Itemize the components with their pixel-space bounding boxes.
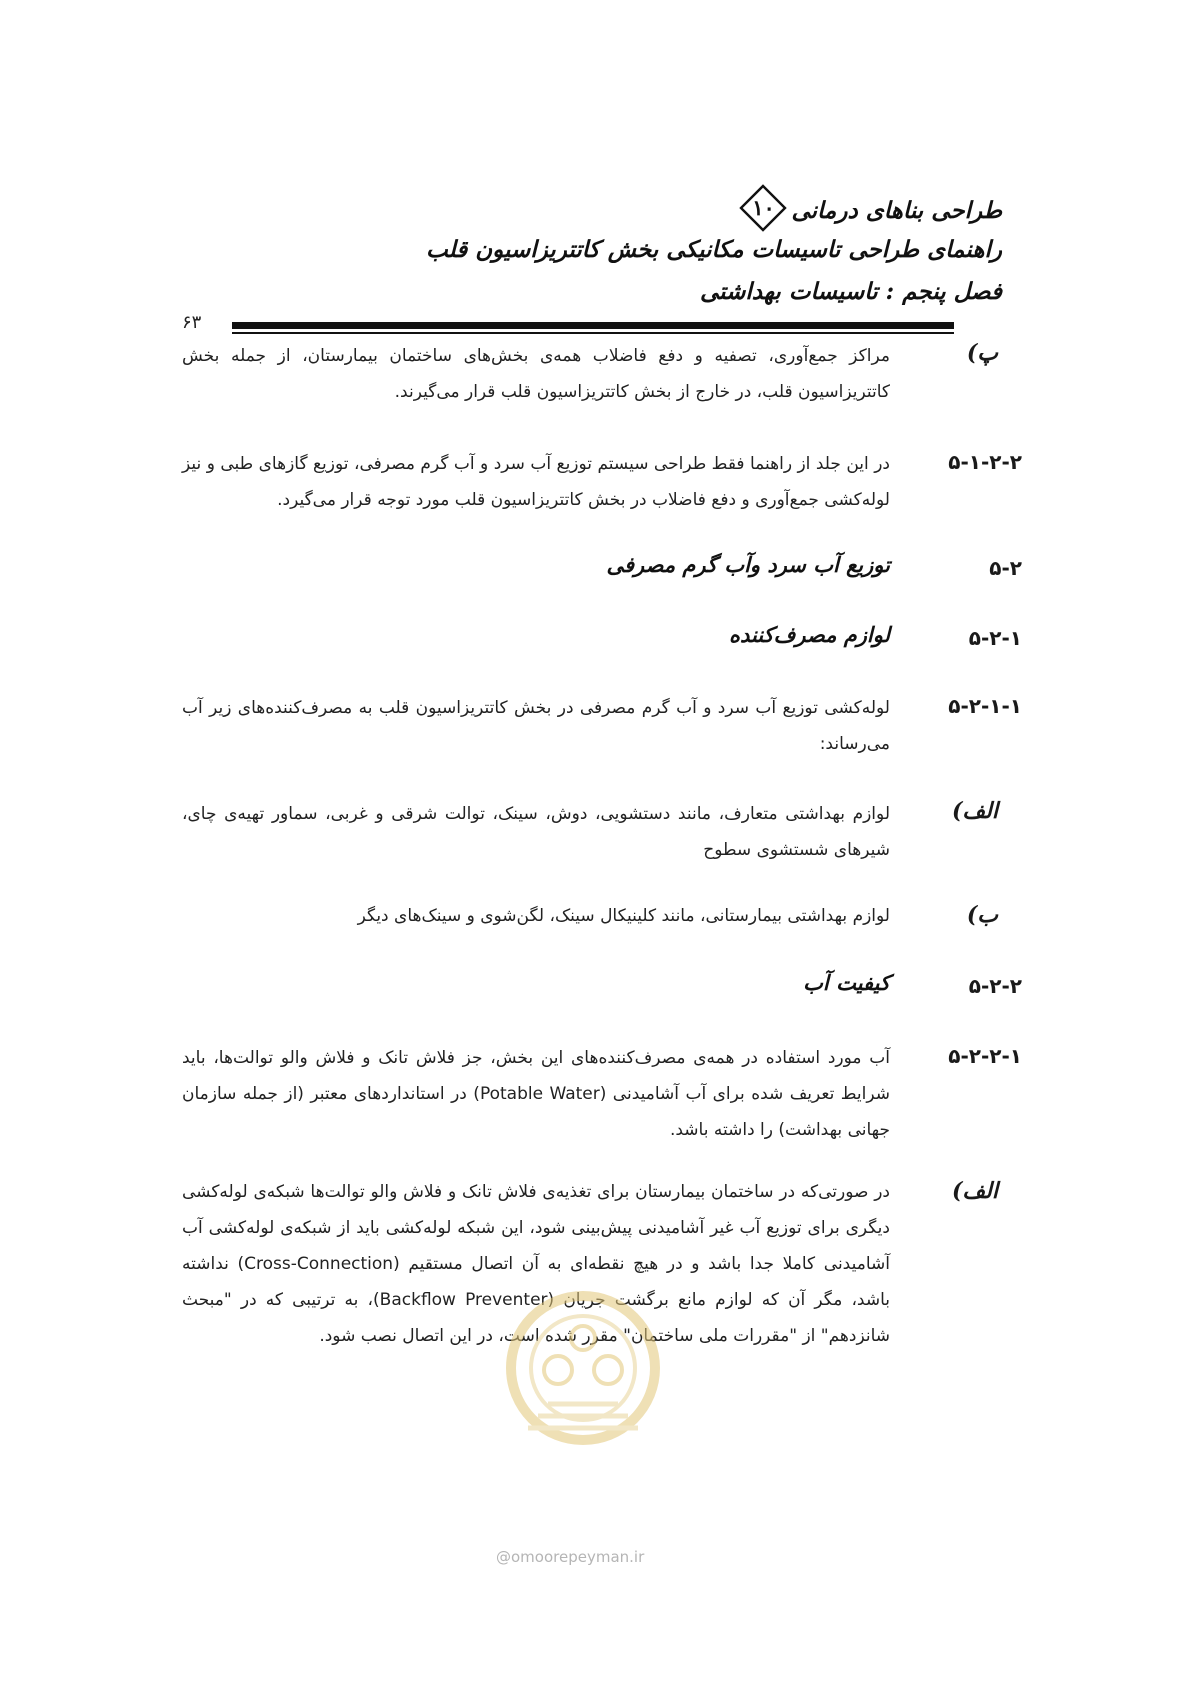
paragraph-pe: مراکز جمع‌آوری، تصفیه و دفع فاضلاب همه‌ی بخش‌های ساختمان بیمارستان، از جمله بخش کاتتریزاسیون قلب، در خارج از بخش کاتتریزاسیون قلب قرار می‌گیرند. [182, 346, 890, 402]
section-number-5-2: ۵-۲ [989, 556, 1022, 580]
item-label-alef-1: الف) [952, 798, 998, 824]
guide-title: راهنمای طراحی تاسیسات مکانیکی بخش کاتتریزاسیون قلب [426, 236, 1002, 263]
chapter-title: فصل پنجم : تاسیسات بهداشتی [699, 278, 1002, 305]
paragraph-alef-2: در صورتی‌که در ساختمان بیمارستان برای تغذیه‌ی فلاش تانک و فلاش والو توالت‌ها شبکه‌ی لوله‌کشی دیگری برای توزیع آب غیر آشامیدنی پیش‌بینی شود، این شبکه لوله‌کشی باید از شبکه‌ی لوله‌کشی آب آشامیدنی کاملا جدا باشد و در هیچ نقطه‌ای به آن اتصال مستقیم (Cross-Connection) نداشته باشد، مگر آن که لوازم مانع برگشت جریان (Backflow Preventer)، به ترتیبی که در "مبحث شانزدهم" از "مقررات ملی ساختمان" مقرر شده است، در این اتصال نصب شود. [182, 1182, 891, 1346]
at-icon: @ [496, 1548, 511, 1566]
paragraph-alef-1: لوازم بهداشتی متعارف، مانند دستشویی، دوش، سینک، توالت شرقی و غربی، سماور تهیه‌ی چای، شیرهای شستشوی سطوح [182, 804, 890, 860]
item-label-alef-2: الف) [952, 1178, 998, 1204]
section-title-5-2-1: لوازم مصرف‌کننده [728, 622, 890, 647]
paragraph-5-2-2-1: آب مورد استفاده در همه‌ی مصرف‌کننده‌های این بخش، جز فلاش تانک و فلاش والو توالت‌ها، باید شرایط تعریف شده برای آب آشامیدنی (Potable Water) در استانداردهای معتبر (از جمله سازمان جهانی بهداشت) را داشته باشد. [182, 1048, 891, 1140]
section-number-5-2-1: ۵-۲-۱ [968, 626, 1022, 650]
header-rule-thick [232, 322, 954, 329]
paragraph-5-1-2-2: در این جلد از راهنما فقط طراحی سیستم توزیع آب سرد و آب گرم مصرفی، توزیع گازهای طبی و نیز لوله‌کشی جمع‌آوری و دفع فاضلاب در بخش کاتتریزاسیون قلب مورد توجه قرار می‌گیرد. [182, 454, 890, 510]
series-title [739, 188, 1002, 232]
watermark-url: omoorepeyman.ir [511, 1548, 645, 1566]
volume-badge [739, 184, 787, 232]
section-title-5-2-2: کیفیت آب [803, 970, 890, 995]
paragraph-be: لوازم بهداشتی بیمارستانی، مانند کلینیکال سینک، لگن‌شوی و سینک‌های دیگر [357, 906, 890, 926]
page-number: ۶۳ [182, 312, 202, 333]
item-label-pe: پ) [966, 340, 998, 366]
paragraph-5-2-1-1: لوله‌کشی توزیع آب سرد و آب گرم مصرفی در بخش کاتتریزاسیون قلب به مصرف‌کننده‌های زیر آب می‌رساند: [182, 698, 890, 754]
clause-label-5-2-2-1: ۵-۲-۲-۱ [948, 1044, 1022, 1068]
header-rule-thin [232, 332, 954, 334]
section-number-5-2-2: ۵-۲-۲ [968, 974, 1022, 998]
clause-label-5-2-1-1: ۵-۲-۱-۱ [948, 694, 1022, 718]
section-title-5-2: توزیع آب سرد وآب گرم مصرفی [606, 552, 890, 577]
watermark-logo [488, 1278, 678, 1458]
volume-number: ۱۰ [752, 195, 775, 220]
item-label-be: ب) [966, 902, 998, 928]
clause-label-5-1-2-2: ۵-۱-۲-۲ [948, 450, 1022, 474]
watermark-text [496, 1548, 644, 1566]
series-title-text: طراحی بناهای درمانی [791, 196, 1002, 224]
